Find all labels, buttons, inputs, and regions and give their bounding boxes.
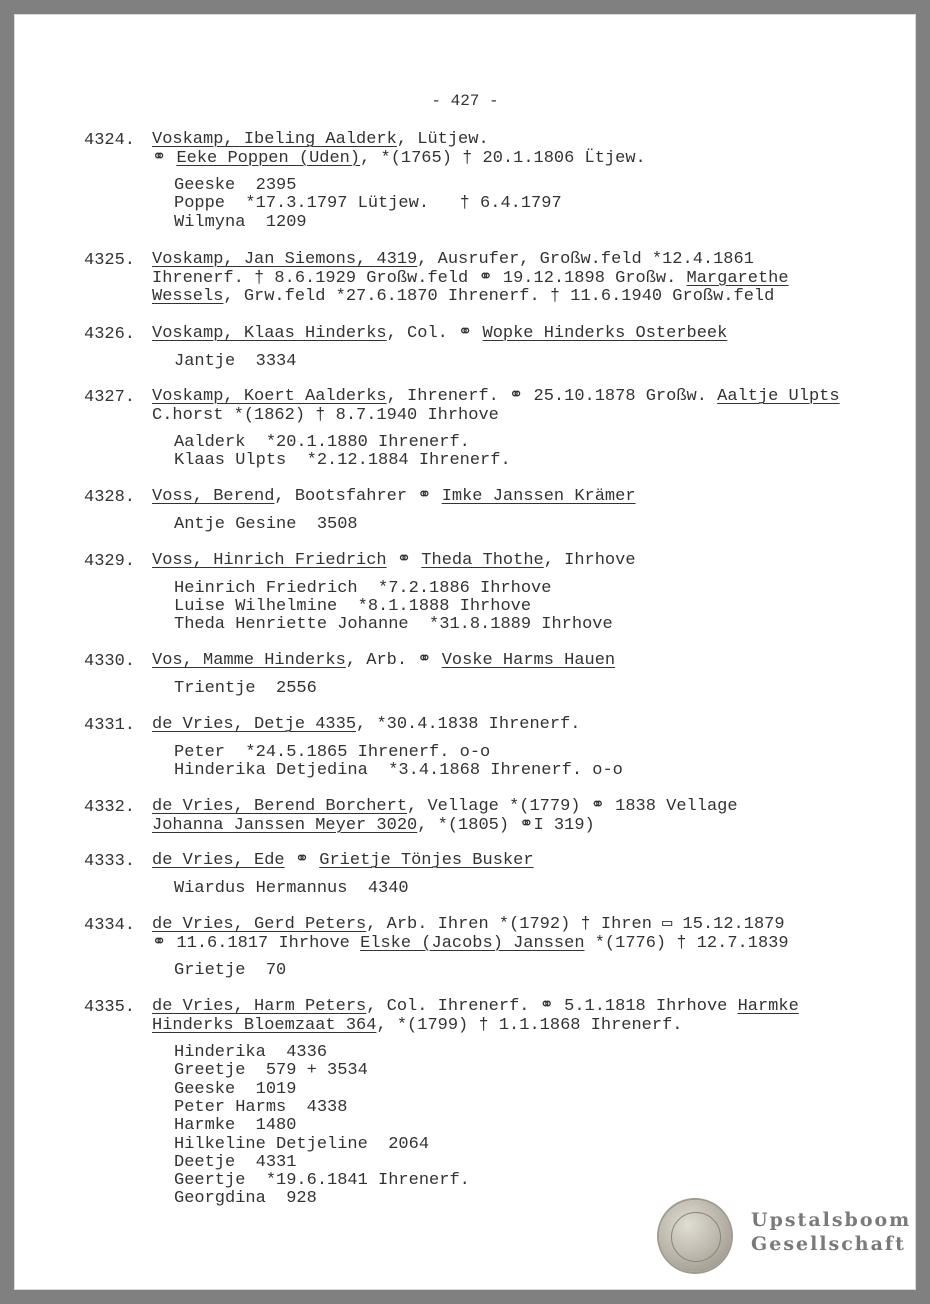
person-name: de Vries, Detje 4335 [152, 715, 357, 734]
person-name: Voskamp, Jan Siemons, 4319 [152, 250, 418, 269]
entry-number: 4333. [84, 852, 136, 871]
entry-text: , Arb. ⚭ [345, 651, 442, 670]
person-name: Eeke Poppen (Uden) [176, 148, 361, 168]
child-record: Hinderika 4336 [174, 1043, 328, 1062]
child-record: Trientje 2556 [174, 678, 317, 698]
child-record: Geertje *19.6.1841 Ihrenerf. [174, 1171, 470, 1191]
child-record: Geeske 2395 [174, 176, 297, 195]
entry-line [152, 652, 615, 670]
entry-number: 4327. [84, 388, 136, 407]
person-name: Voss, Berend [152, 487, 275, 506]
person-name: Voskamp, Koert Aalderks [152, 387, 387, 406]
entry-number: 4335. [84, 998, 136, 1017]
person-name: Wopke Hinderks Osterbeek [482, 324, 728, 343]
entry-text: *(1776) † 12.7.1839 [584, 933, 789, 953]
person-name: Elske (Jacobs) Janssen [360, 933, 585, 953]
entry-text: ⚭ [152, 148, 177, 168]
entry-line [152, 388, 840, 406]
entry-line [152, 270, 789, 288]
entry-number: 4328. [84, 488, 136, 507]
person-name: Voske Harms Hauen [441, 651, 616, 670]
entry-number: 4325. [84, 251, 136, 270]
child-record: Aalderk *20.1.1880 Ihrenerf. [174, 433, 470, 452]
entry-text: , Col. Ihrenerf. ⚭ 5.1.1818 Ihrhove [366, 997, 738, 1016]
entry-line [152, 150, 646, 168]
child-record: Geeske 1019 [174, 1079, 297, 1099]
entry-text: , Ihrenerf. ⚭ 25.10.1878 Großw. [386, 387, 718, 406]
entry-line [152, 852, 534, 870]
person-name: Vos, Mamme Hinderks [152, 651, 346, 670]
entry-line [152, 552, 636, 570]
entry-number: 4334. [84, 916, 136, 935]
logo-line-2: Gesellschaft [751, 1233, 906, 1255]
person-name: de Vries, Gerd Peters [152, 915, 367, 934]
entry-text: , Grw.feld *27.6.1870 Ihrenerf. † 11.6.1940 Großw.feld [223, 287, 775, 306]
seal-icon [659, 1200, 731, 1272]
entry-number: 4329. [84, 552, 136, 571]
entry-number: 4326. [84, 325, 136, 344]
person-name: Theda Thothe [421, 551, 544, 570]
child-record: Greetje 579 + 3534 [174, 1061, 368, 1081]
person-name: Grietje Tönjes Busker [319, 851, 534, 870]
document-page [14, 14, 916, 1290]
child-record: Georgdina 928 [174, 1189, 317, 1209]
person-name: Voskamp, Ibeling Aalderk [152, 130, 397, 149]
entry-number: 4324. [84, 131, 136, 150]
child-record: Deetje 4331 [174, 1152, 297, 1172]
publisher-logo [659, 1200, 912, 1280]
entry-text: , *(1765) † 20.1.1806 L̈̈tjew. [360, 148, 646, 168]
child-record: Hinderika Detjedina *3.4.1868 Ihrenerf. o-o [174, 760, 623, 780]
entry-text: , *30.4.1838 Ihrenerf. [356, 715, 581, 734]
person-name: Margarethe [686, 268, 789, 288]
entry-line [152, 251, 754, 269]
entry-text: ⚭ 11.6.1817 Ihrhove [152, 933, 361, 953]
child-record: Wilmyna 1209 [174, 212, 307, 232]
person-name: Hinderks Bloemzaat 364 [152, 1015, 377, 1035]
person-name: de Vries, Berend Borchert [152, 797, 408, 816]
person-name: Voss, Hinrich Friedrich [152, 551, 387, 570]
entry-line [152, 131, 489, 149]
entry-line [152, 488, 636, 506]
entry-text: , Bootsfahrer ⚭ [274, 487, 442, 506]
entry-text: , *(1799) † 1.1.1868 Ihrenerf. [376, 1015, 683, 1035]
entry-number: 4330. [84, 652, 136, 671]
entry-line [152, 407, 499, 425]
entry-line [152, 998, 799, 1016]
child-record: Peter Harms 4338 [174, 1097, 348, 1117]
entry-line [152, 916, 785, 934]
person-name: Harmke [737, 997, 799, 1016]
child-record: Theda Henriette Johanne *31.8.1889 Ihrhove [174, 615, 613, 635]
entry-line [152, 1017, 683, 1035]
entry-line [152, 798, 738, 816]
logo-line-1: Upstalsboom [751, 1209, 912, 1231]
child-record: Peter *24.5.1865 Ihrenerf. o-o [174, 742, 491, 762]
entry-number: 4331. [84, 716, 136, 735]
entry-text: C.horst *(1862) † 8.7.1940 Ihrhove [152, 405, 499, 425]
person-name: Wessels [152, 287, 224, 306]
entry-text: ⚭ [386, 551, 422, 570]
entry-number: 4332. [84, 798, 136, 817]
person-name: de Vries, Ede [152, 851, 285, 870]
child-record: Harmke 1480 [174, 1116, 297, 1136]
person-name: Aaltje Ulpts [717, 387, 840, 406]
entry-text: , Col. ⚭ [386, 324, 483, 343]
child-record: Klaas Ulpts *2.12.1884 Ihrenerf. [174, 451, 511, 471]
child-record: Hilkeline Detjeline 2064 [174, 1134, 430, 1154]
entry-line [152, 935, 789, 953]
child-record: Wiardus Hermannus 4340 [174, 878, 409, 898]
child-record: Luise Wilhelmine *8.1.1888 Ihrhove [174, 596, 532, 616]
entry-text: , Lütjew. [396, 130, 489, 149]
entry-line [152, 288, 774, 306]
entry-text: , *(1805) ⚭I 319) [417, 815, 595, 835]
child-record: Antje Gesine 3508 [174, 514, 358, 534]
person-name: Voskamp, Klaas Hinderks [152, 324, 387, 343]
person-name: Imke Janssen Krämer [441, 487, 636, 506]
entry-line [152, 325, 727, 343]
entry-text: Ihrenerf. † 8.6.1929 Großw.feld ⚭ 19.12.1898 Großw. [152, 268, 687, 288]
person-name: Johanna Janssen Meyer 3020 [152, 815, 418, 835]
entry-text: , Vellage *(1779) ⚭ 1838 Vellage [407, 797, 738, 816]
person-name: de Vries, Harm Peters [152, 997, 367, 1016]
page-number: - 427 - [431, 92, 499, 110]
child-record: Heinrich Friedrich *7.2.1886 Ihrhove [174, 578, 552, 598]
child-record: Poppe *17.3.1797 Lütjew. † 6.4.1797 [174, 194, 562, 214]
entry-text: , Arb. Ihren *(1792) † Ihren ▭ 15.12.1879 [366, 915, 785, 934]
entry-line [152, 817, 595, 835]
entry-text: ⚭ [284, 851, 320, 870]
child-record: Jantje 3334 [174, 351, 297, 371]
child-record: Grietje 70 [174, 961, 287, 980]
entry-text: , Ausrufer, Großw.feld *12.4.1861 [417, 250, 754, 269]
entry-text: , Ihrhove [543, 551, 636, 570]
entry-line [152, 716, 580, 734]
